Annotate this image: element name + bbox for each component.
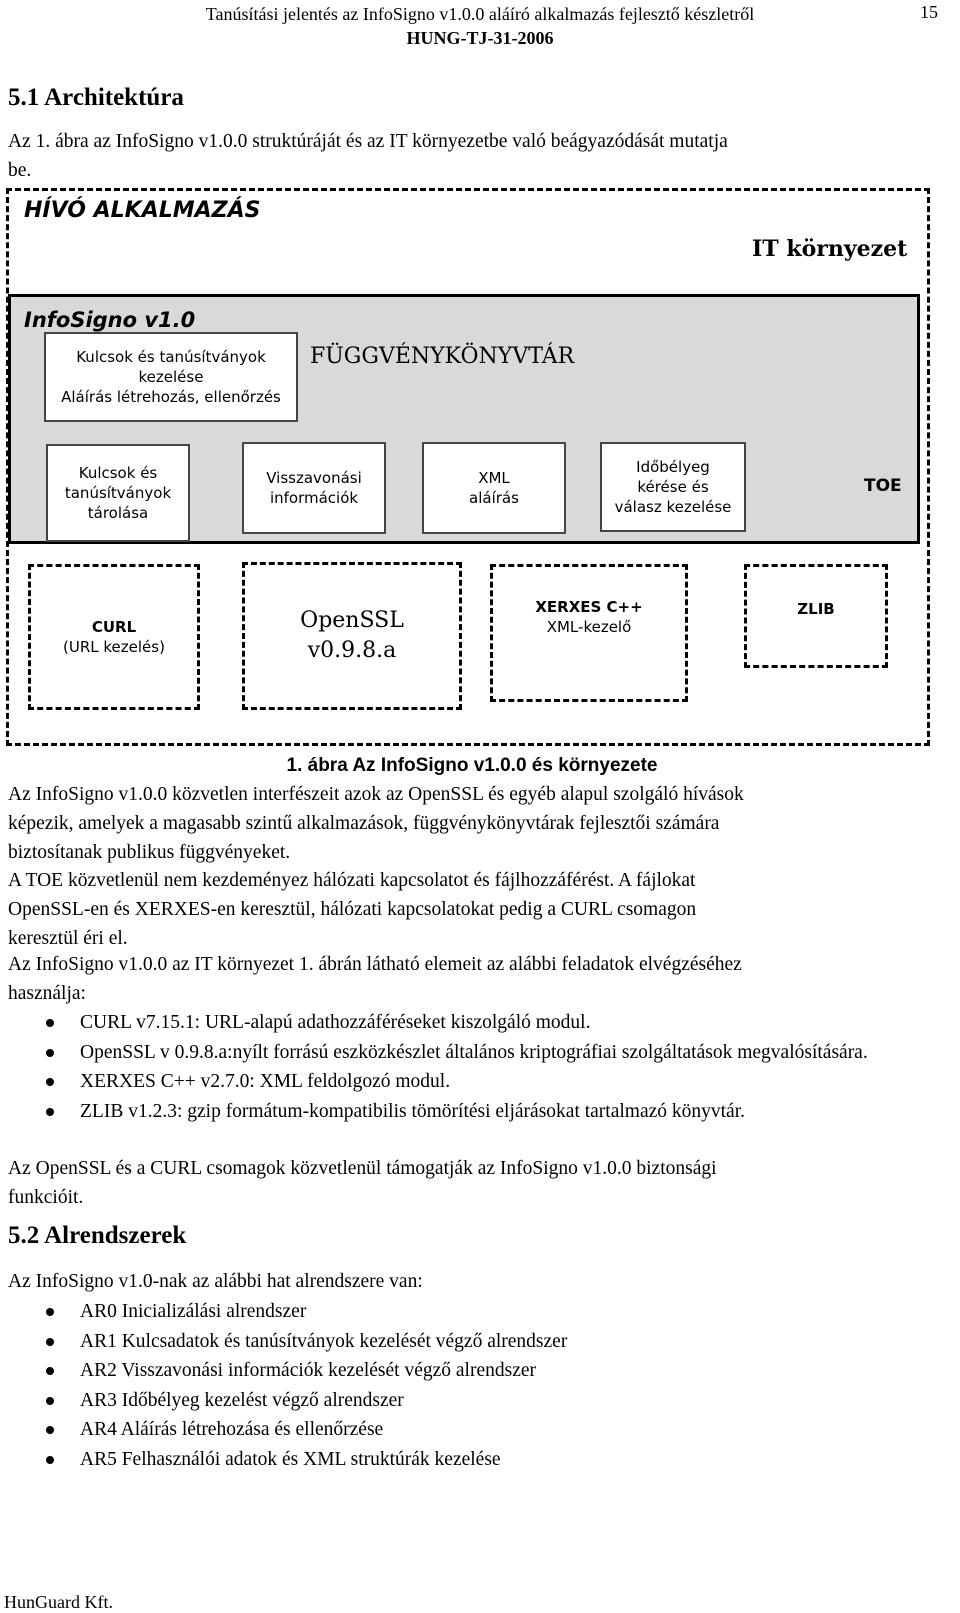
intro-line: be. <box>8 160 32 181</box>
library-label: FÜGGVÉNYKÖNYVTÁR <box>310 344 575 369</box>
box-text: kezelése <box>138 368 204 386</box>
section-heading-subsystems: 5.2 Alrendszerek <box>8 1222 187 1249</box>
list-item <box>8 1356 936 1386</box>
list-item <box>8 1415 936 1445</box>
list-item-text: AR3 Időbélyeg kezelést végző alrendszer <box>80 1389 404 1411</box>
bullet-icon <box>46 1078 54 1086</box>
list-item-text: OpenSSL v 0.9.8.a:nyílt forrású eszközkészlet általános kriptográfiai szolgáltatások megvalósítására. <box>80 1041 868 1063</box>
footer-company: HunGuard Kft. <box>4 1592 113 1612</box>
bullet-icon <box>46 1308 54 1316</box>
list-item-text: ZLIB v1.2.3: gzip formátum-kompatibilis tömörítési eljárásokat tartalmazó könyvtár. <box>80 1100 746 1122</box>
intro-line: Az 1. ábra az InfoSigno v1.0.0 struktúráját és az IT környezetbe való beágyazódását mutatja <box>8 131 728 152</box>
paragraph-it-usage <box>8 950 936 1008</box>
box-text: XML <box>478 469 510 487</box>
section-heading-architecture: 5.1 Architektúra <box>8 84 184 111</box>
list-item <box>8 1386 936 1416</box>
bullet-icon <box>46 1108 54 1116</box>
bullet-icon <box>46 1338 54 1346</box>
list-item <box>8 1097 936 1127</box>
list-item <box>8 1327 936 1357</box>
architecture-diagram <box>4 186 932 748</box>
module-name: XERXES C++ <box>535 598 643 616</box>
module-name: OpenSSL <box>300 608 404 633</box>
text-line: biztosítanak publikus függvényeket. <box>8 842 291 863</box>
module-name: ZLIB <box>797 600 835 618</box>
bullet-icon <box>46 1049 54 1057</box>
document-title: Tanúsítási jelentés az InfoSigno v1.0.0 aláíró alkalmazás fejlesztő készletről <box>205 4 755 24</box>
box-text: Kulcsok és tanúsítványok <box>76 348 266 366</box>
text-line: képezik, amelyek a magasabb szintű alkalmazások, függvénykönyvtárak fejlesztői számára <box>8 813 720 834</box>
toe-label: TOE <box>864 476 902 496</box>
box-text: Aláírás létrehozás, ellenőrzés <box>61 388 281 406</box>
subsystems-intro: Az InfoSigno v1.0-nak az alábbi hat alrendszere van: <box>8 1271 423 1292</box>
box-text: kérése és <box>637 478 709 496</box>
page-number: 15 <box>920 2 938 22</box>
subsystem-list <box>8 1297 936 1474</box>
text-line: A TOE közvetlenül nem kezdeményez hálózati kapcsolatot és fájlhozzáférést. A fájlokat <box>8 870 696 891</box>
text-line: funkcióit. <box>8 1187 84 1208</box>
text-line: Az OpenSSL és a CURL csomagok közvetlenül támogatják az InfoSigno v1.0.0 biztonsági <box>8 1158 717 1179</box>
box-text: Kulcsok és <box>78 464 158 482</box>
list-item-text: AR4 Aláírás létrehozása és ellenőrzése <box>80 1419 384 1440</box>
text-line: Az InfoSigno v1.0.0 közvetlen interfészeit azok az OpenSSL és egyéb alapul szolgáló hívások <box>8 784 744 805</box>
text-line: használja: <box>8 983 86 1004</box>
it-environment-label: IT környezet <box>752 236 908 262</box>
text-line: OpenSSL-en és XERXES-en keresztül, hálózati kapcsolatokat pedig a CURL csomagon <box>8 899 697 920</box>
text-line: keresztül éri el. <box>8 928 128 949</box>
paragraph-security-support <box>8 1154 936 1212</box>
architecture-intro <box>8 127 936 185</box>
figure-caption: 1. ábra Az InfoSigno v1.0.0 és környezete <box>286 755 658 776</box>
box-text: tárolása <box>87 504 149 522</box>
xerxes-module <box>490 564 688 702</box>
module-desc: XML-kezelő <box>546 618 632 636</box>
calling-application-label: HÍVÓ ALKALMAZÁS <box>24 198 261 223</box>
bullet-icon <box>46 1397 54 1405</box>
text-line: Az InfoSigno v1.0.0 az IT környezet 1. ábrán látható elemeit az alábbi feladatok elvégzéséhez <box>8 954 742 975</box>
xml-signature-box <box>422 442 566 534</box>
module-name: CURL <box>91 618 137 636</box>
list-item-text: AR0 Inicializálási alrendszer <box>80 1301 307 1322</box>
box-text: válasz kezelése <box>614 498 732 516</box>
list-item-text: CURL v7.15.1: URL-alapú adathozzáféréseket kiszolgáló modul. <box>80 1012 591 1033</box>
list-item <box>8 1067 936 1097</box>
bullet-icon <box>46 1367 54 1375</box>
list-item-text: AR1 Kulcsadatok és tanúsítványok kezelését végző alrendszer <box>80 1330 568 1352</box>
box-text: aláírás <box>469 489 519 507</box>
list-item-text: AR2 Visszavonási információk kezelését végző alrendszer <box>80 1360 537 1381</box>
list-item <box>8 1008 936 1038</box>
curl-module <box>28 564 200 710</box>
list-item <box>8 1445 936 1475</box>
openssl-module <box>242 562 462 710</box>
key-storage-box <box>46 444 190 542</box>
infosigno-label: InfoSigno v1.0 <box>24 308 196 332</box>
module-version: v0.9.8.a <box>307 638 397 663</box>
module-desc: (URL kezelés) <box>63 638 165 656</box>
timestamp-box <box>600 442 746 532</box>
box-text: tanúsítványok <box>64 484 172 502</box>
zlib-module <box>744 564 888 668</box>
list-item-text: XERXES C++ v2.7.0: XML feldolgozó modul. <box>80 1071 451 1092</box>
document-code: HUNG-TJ-31-2006 <box>406 28 554 48</box>
box-text: Visszavonási <box>266 469 362 487</box>
page-header <box>8 2 952 50</box>
bullet-icon <box>46 1426 54 1434</box>
environment-list <box>8 1008 936 1126</box>
revocation-box <box>242 442 386 534</box>
paragraph-toe-network <box>8 866 936 953</box>
list-item <box>8 1297 936 1327</box>
key-management-box <box>44 332 298 422</box>
box-text: Időbélyeg <box>636 458 710 476</box>
list-item-text: AR5 Felhasználói adatok és XML struktúrák kezelése <box>80 1448 501 1470</box>
box-text: információk <box>269 489 359 507</box>
list-item <box>8 1038 936 1068</box>
bullet-icon <box>46 1019 54 1027</box>
bullet-icon <box>46 1456 54 1464</box>
paragraph-interfaces <box>8 780 936 867</box>
